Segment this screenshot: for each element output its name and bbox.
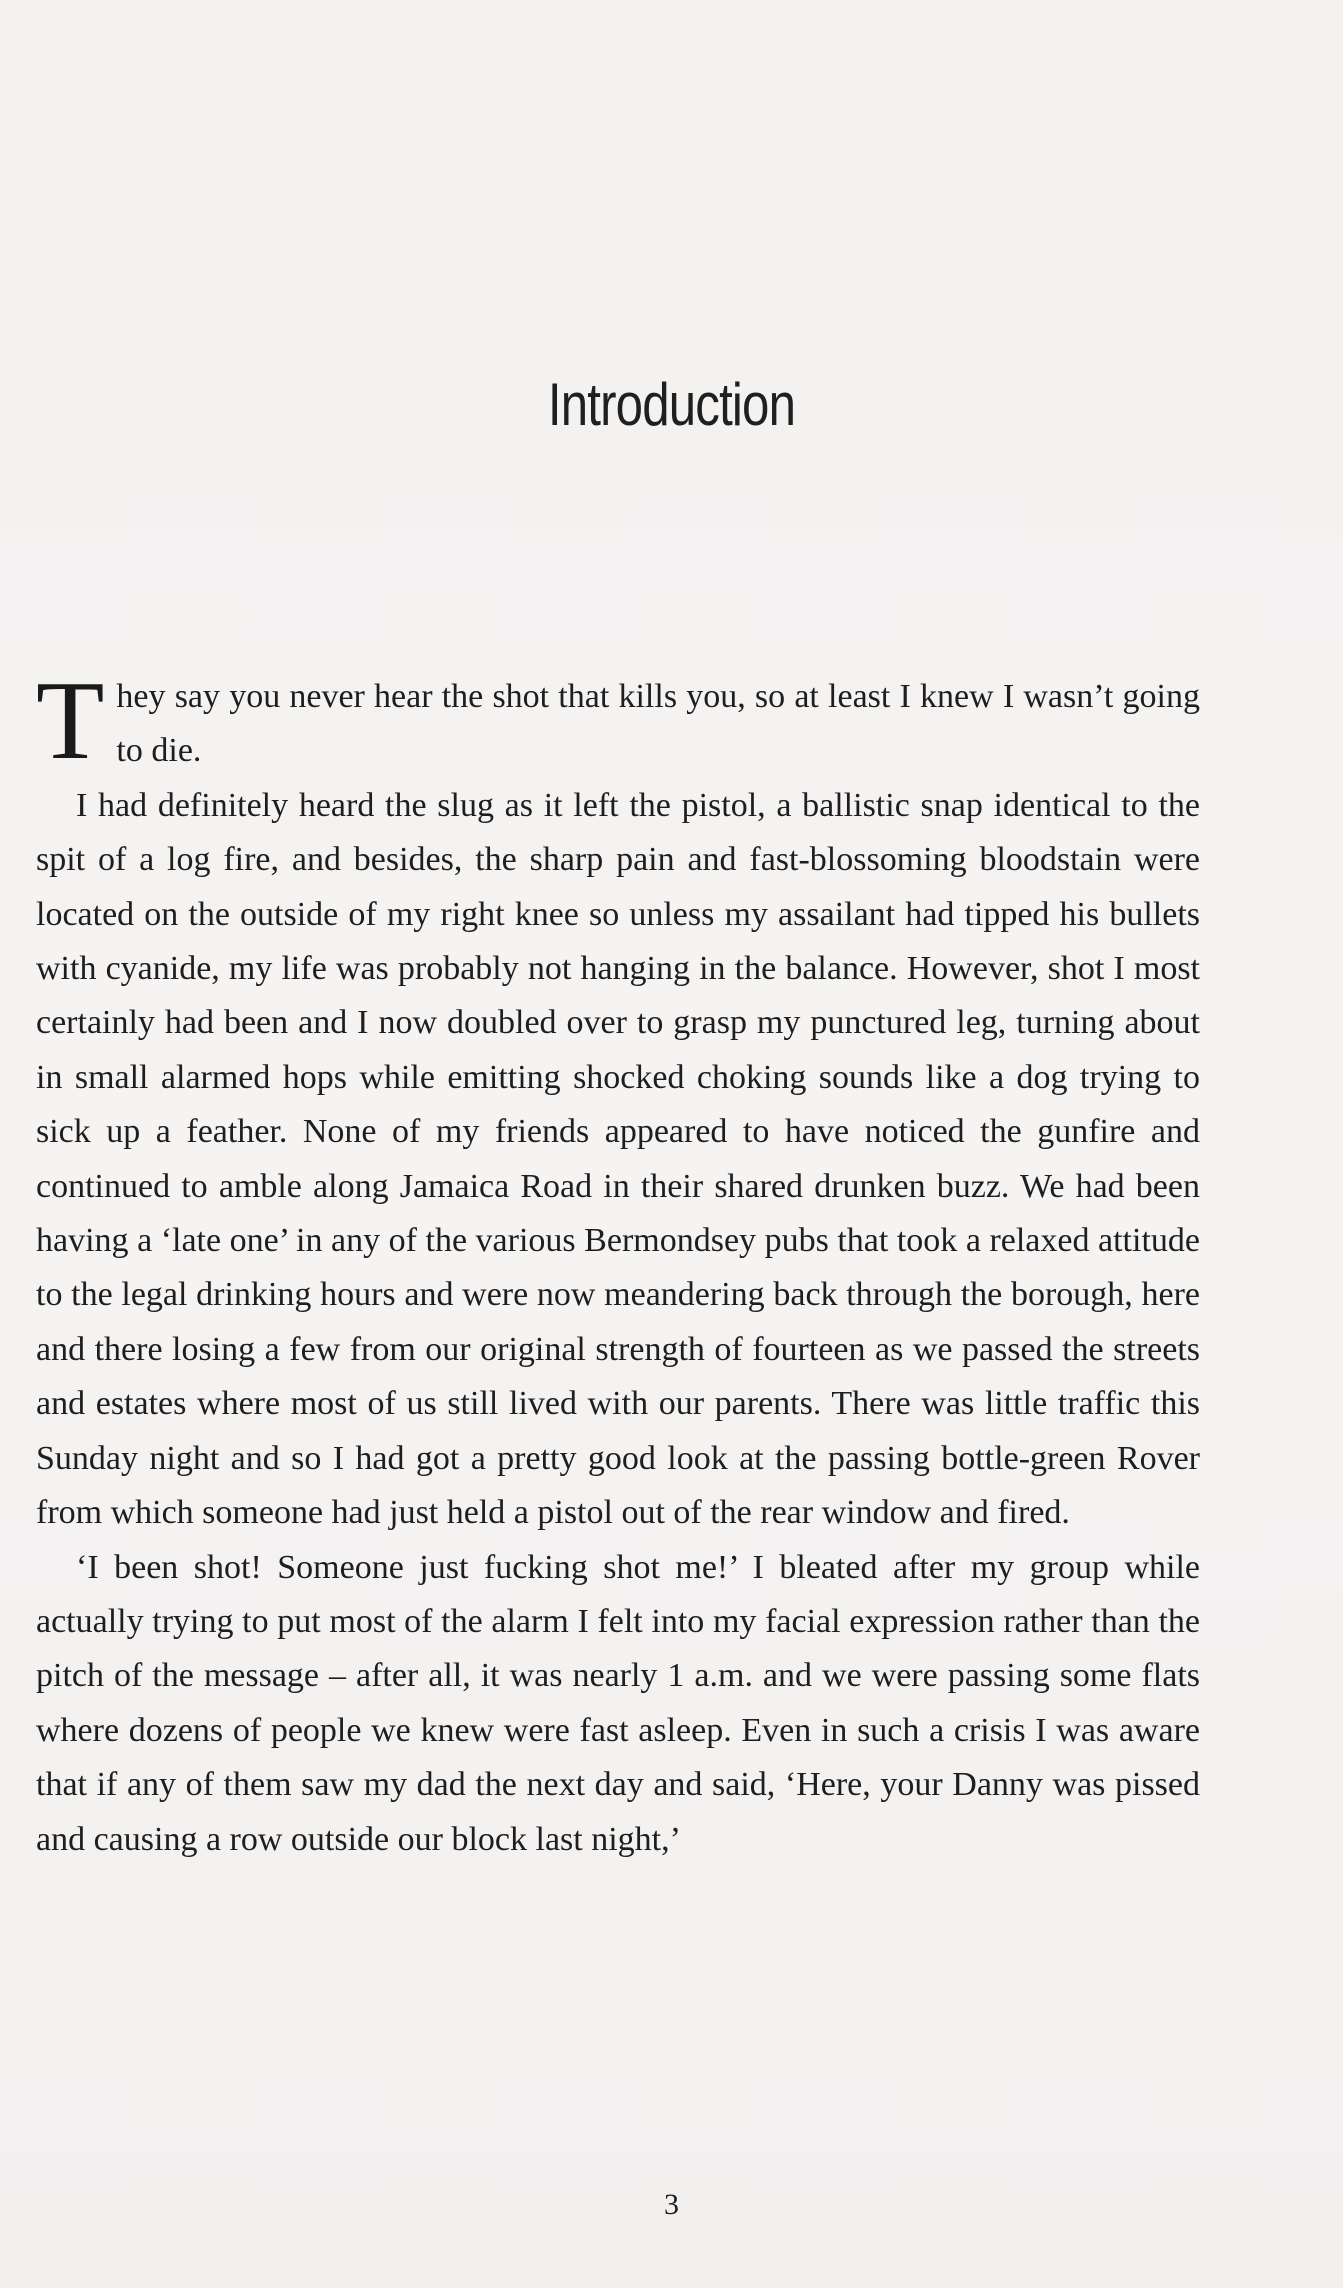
paragraph: ‘I been shot! Someone just fucking shot me!’ I bleated after my group while actually trying to put most of the alarm I felt into my facial expression rather than the pitch of the message – after all, it was nearly 1 a.m. and we were passing some flats where dozens of people we knew were fast asleep. Even in such a crisis I was aware that if any of them saw my dad the next day and said, ‘Here, your Danny was pissed and causing a row outside our block last night,’	[36, 1548, 1200, 1858]
body-text	[36, 659, 1200, 1867]
paragraph: I had definitely heard the slug as it left the pistol, a ballistic snap identical to the spit of a log fire, and besides, the sharp pain and fast-blossoming bloodstain were located on the outside of my right knee so unless my assailant had tipped his bullets with cyanide, my life was probably not hanging in the balance. However, shot I most certainly had been and I now doubled over to grasp my punctured leg, turning about in small alarmed hops while emitting shocked choking sounds like a dog trying to sick up a feather. None of my friends appeared to have noticed the gunfire and continued to amble along Jamaica Road in their shared drunken buzz. We had been having a ‘late one’ in any of the various Bermondsey pubs that took a relaxed attitude to the legal drinking hours and were now meandering back through the borough, here and there losing a few from our original strength of fourteen as we passed the streets and estates where most of us still lived with our parents. There was little traffic this Sunday night and so I had got a pretty good look at the passing bottle-green Rover from which someone had just held a pistol out of the rear window and fired.	[36, 786, 1200, 1532]
opening-paragraph-text: hey say you never hear the shot that kills you, so at least I knew I wasn’t going to die.	[116, 678, 1200, 770]
opening-paragraph	[36, 659, 1200, 783]
page-number: 3	[664, 2188, 679, 2221]
chapter-title: Introduction	[547, 371, 796, 438]
drop-cap: T	[36, 659, 105, 783]
